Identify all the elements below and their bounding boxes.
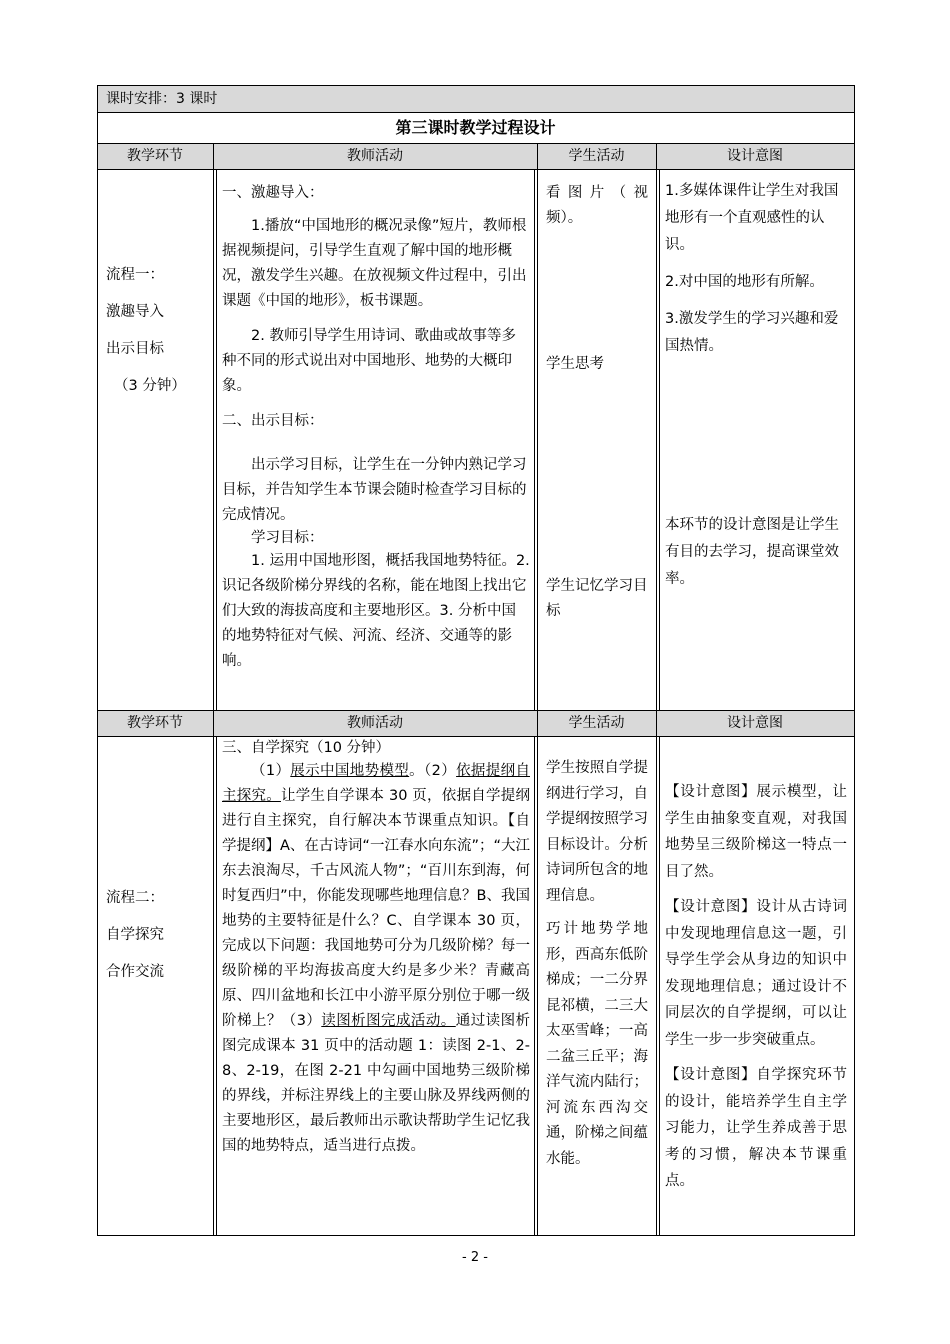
intent-item: 本环节的设计意图是让学生有目的去学习，提高课堂效率。 (665, 517, 839, 587)
intent-item: 2.对中国的地形有所解。 (665, 274, 824, 290)
goals-label: 学习目标： (251, 530, 324, 546)
stage-line: 合作交流 (106, 964, 164, 980)
text-run: 让学生自学课本 30 页，依据自学提纲进行自主探究，自行解决本节课重点知识。【自学提纲】A、在古诗词“一江春水向东流”；“大江东去浪淘尽，千古风流人物”；“百川东到海，何时复西归”中，你能发现哪些地理信息？B、我国地势的主要特征是什么？C、自学课本 30 页，完成以下问题：我国地势可分为几级阶梯？每一级阶梯的平均海拔高度大约是多少米？青藏高原、四川盆地和长江中小游平原分别位于哪一级阶梯上？（3） (222, 788, 530, 1029)
teacher-paragraph (222, 759, 530, 1159)
stage-line: 激趣导入 (106, 304, 164, 320)
underlined-run: 展示中国地势模型 (290, 763, 410, 779)
teacher-paragraph: 2. 教师引导学生用诗词、歌曲或故事等多种不同的形式说出对中国地形、地势的大概印象。 (222, 328, 516, 394)
goals-list: 1. 运用中国地形图，概括我国地势特征。2. 识记各级阶梯分界线的名称，能在地图上找出它们大致的海拔高度和主要地形区。3. 分析中国的地势特征对气候、河流、经济、交通等的影响。 (222, 553, 530, 669)
text-run: 。（2） (409, 763, 457, 779)
section-title: 三、自学探究（10 分钟） (222, 740, 391, 756)
header-student: 学生活动 (568, 715, 625, 731)
intent-item: 【设计意图】自学探究环节的设计，能培养学生自主学习能力，让学生养成善于思考的习惯，解决本节课重点。 (665, 1067, 847, 1189)
intent-cell-1 (665, 178, 847, 360)
intent-item: 【设计意图】设计从古诗词中发现地理信息这一题，引导学生学会从身边的知识中发现地理信息；通过设计不同层次的自学提纲，可以让学生一步一步突破重点。 (665, 899, 847, 1048)
stage-line: 流程一： (106, 267, 164, 283)
stage-cell-1 (106, 257, 210, 405)
header-intent: 设计意图 (727, 715, 783, 731)
teacher-paragraph: 出示学习目标，让学生在一分钟内熟记学习目标，并告知学生本节课会随时检查学习目标的完成情况。 (222, 457, 527, 523)
intent-item: 3.激发学生的学习兴趣和爱国热情。 (665, 311, 839, 354)
teacher-paragraph: 1.播放“中国地形的概况录像”短片，教师根据视频提问，引导学生直观了解中国的地形概况，激发学生兴趣。在放视频文件过程中，引出课题《中国的地形》，板书课题。 (222, 218, 527, 309)
stage-cell-2 (106, 880, 210, 991)
student-activity-1c: 学生记忆学习目标 (546, 578, 648, 619)
student-activity: 学生按照自学提纲进行学习，自学提纲按照学习目标设计。分析诗词所包含的地理信息。 (546, 760, 648, 904)
header-intent: 设计意图 (727, 148, 783, 164)
header-student: 学生活动 (568, 148, 625, 164)
student-activity-1b: 学生思考 (546, 356, 604, 372)
intent-item: 1.多媒体课件让学生对我国地形有一个直观感性的认识。 (665, 183, 839, 253)
student-mnemonic: 巧计地势学地形，西高东低阶梯成；一二分界昆祁横，二三大太巫雪峰；一高二盆三丘平；海洋气流内陆行；河流东西沟交通，阶梯之间蕴水能。 (546, 921, 648, 1167)
intent-item: 【设计意图】展示模型，让学生由抽象变直观，对我国地势呈三级阶梯这一特点一目了然。 (665, 784, 847, 880)
stage-line: 出示目标 (106, 341, 164, 357)
text-run: 通过读图析图完成课本 31 页中的活动题 1：读图 2-1、2-8、2-19，在图 2-21 中勾画中国地势三级阶梯的界线，并标注界线上的主要山脉及界线两侧的主要地形区，最后教师出示歌诀帮助学生记忆我国的地势特点，适当进行点拨。 (222, 1013, 531, 1154)
teacher-cell-1 (222, 181, 530, 674)
stage-line: 自学探究 (106, 927, 164, 943)
teacher-cell-2 (222, 737, 530, 1159)
student-activity-1a: 看图片（视频）。 (546, 185, 648, 226)
student-cell-2 (546, 756, 648, 1172)
stage-line: （3 分钟） (114, 378, 186, 394)
page-number: - 2 - (462, 1250, 488, 1265)
header-stage: 教学环节 (127, 148, 183, 164)
section-title: 一、激趣导入： (222, 185, 324, 201)
header-teacher: 教师活动 (347, 715, 403, 731)
underlined-run: 读图析图完成活动。 (321, 1013, 456, 1029)
underlined-run: 依据提纲自主探究。 (222, 763, 530, 804)
schedule-text: 课时安排：3 课时 (106, 91, 218, 107)
header-stage: 教学环节 (127, 715, 183, 731)
intent-cell-2 (665, 779, 847, 1195)
section-title: 二、出示目标： (222, 413, 324, 429)
header-teacher: 教师活动 (347, 148, 403, 164)
stage-line: 流程二： (106, 890, 164, 906)
text-run: （1） (251, 763, 291, 779)
page-title: 第三课时教学过程设计 (395, 118, 556, 137)
